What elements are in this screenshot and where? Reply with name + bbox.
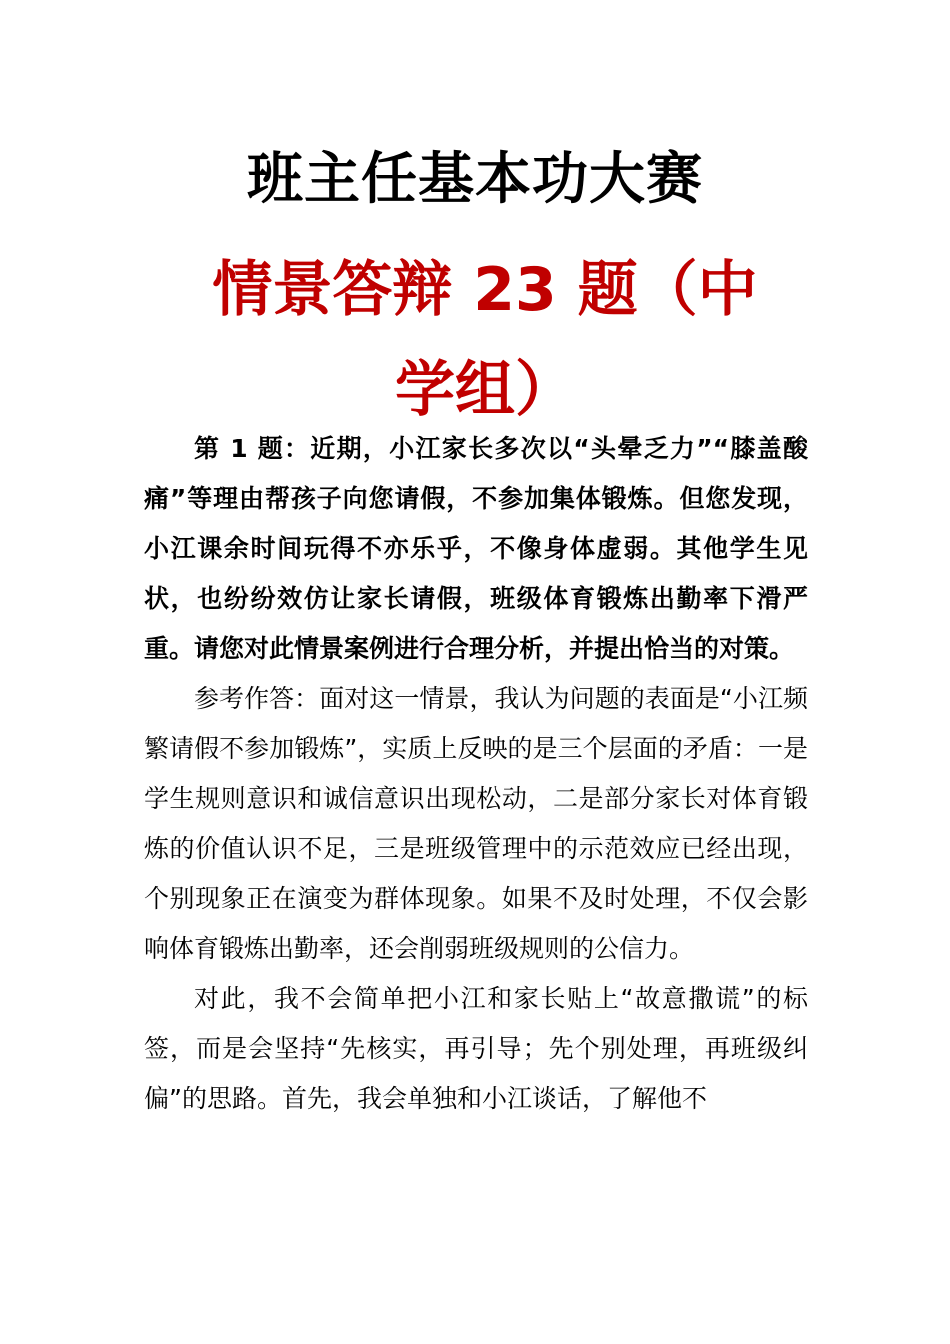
document-subtitle: 情景答辩 23 题（中学组）: [212, 255, 758, 425]
question-1-paragraph: 第 1 题：近期，小江家长多次以“头晕乏力”“膝盖酸痛”等理由帮孩子向您请假，不参加集体锻炼。但您发现，小江课余时间玩得不亦乐乎，不像身体虚弱。其他学生见状，也纷纷效仿让家长请假，班级体育锻炼出勤率下滑严重。请您对此情景案例进行合理分析，并提出恰当的对策。: [144, 434, 808, 663]
answer-paragraph-2: 对此，我不会简单把小江和家长贴上“故意撒谎”的标签，而是会坚持“先核实，再引导；先个别处理，再班级纠偏”的思路。首先，我会单独和小江谈话，了解他不: [144, 984, 808, 1113]
answer-paragraph-1: 参考作答：面对这一情景，我认为问题的表面是“小江频繁请假不参加锻炼”，实质上反映的是三个层面的矛盾：一是学生规则意识和诚信意识出现松动，二是部分家长对体育锻炼的价值认识不足，三是班级管理中的示范效应已经出现，个别现象正在演变为群体现象。如果不及时处理，不仅会影响体育锻炼出勤率，还会削弱班级规则的公信力。: [144, 684, 808, 963]
document-title: 班主任基本功大赛: [247, 147, 703, 212]
document-body: [144, 424, 808, 1124]
